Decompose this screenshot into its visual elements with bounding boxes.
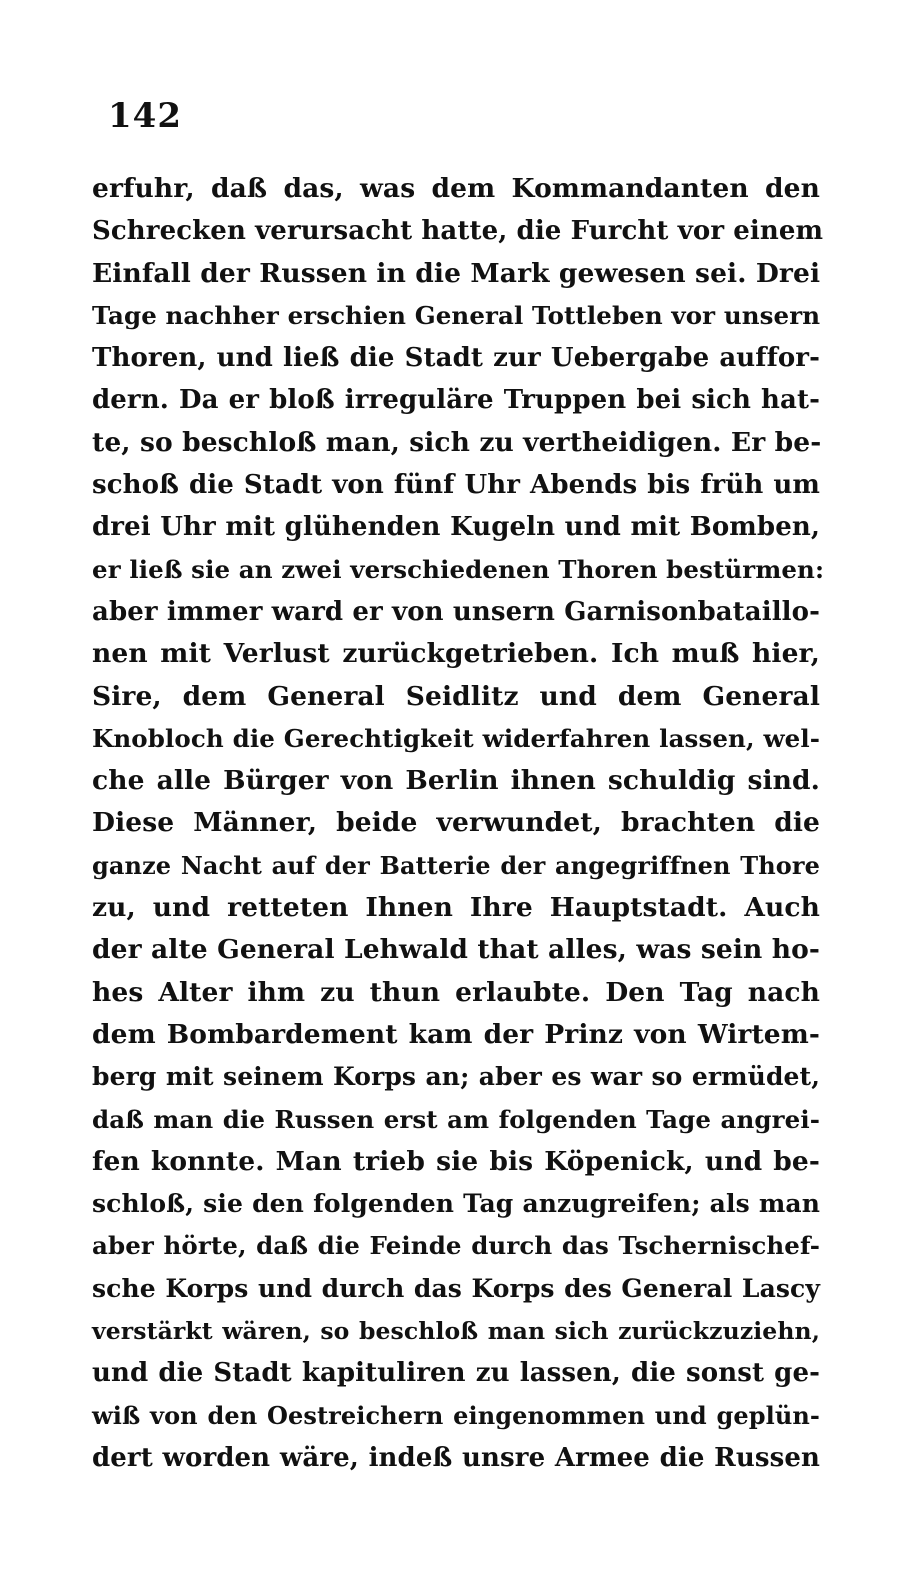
text-line: dern. Da er bloß irreguläre Truppen bei sich hat- (92, 385, 820, 416)
text-line: Tage nachher erschien General Tottleben vor unsern (92, 300, 821, 330)
text-line: dem Bombardement kam der Prinz von Wirtem- (92, 1018, 820, 1050)
text-line: berg mit seinem Korps an; aber es war so ermüdet, (92, 1062, 820, 1092)
text-line: der alte General Lehwald that alles, was sein ho- (92, 934, 820, 966)
page-number: 142 (108, 96, 182, 136)
text-line: drei Uhr mit glühenden Kugeln und mit Bomben, (92, 512, 820, 543)
text-line: nen mit Verlust zurückgetrieben. Ich muß hier, (92, 638, 820, 670)
text-line: Knobloch die Gerechtigkeit widerfahren lassen, wel- (92, 723, 820, 753)
text-line: wiß von den Oestreichern eingenommen und geplün- (92, 1400, 820, 1430)
text-line: Einfall der Russen in die Mark gewesen sei. Drei (92, 257, 821, 289)
text-line: sche Korps und durch das Korps des General Lascy (92, 1273, 820, 1303)
text-line: und die Stadt kapituliren zu lassen, die sonst ge- (92, 1358, 820, 1389)
text-line: ganze Nacht auf der Batterie der angegriffnen Thore (92, 850, 820, 880)
text-line: fen konnte. Man trieb sie bis Köpenick, und be- (92, 1145, 820, 1177)
text-line: Thoren, und ließ die Stadt zur Uebergabe auffor- (92, 343, 820, 374)
text-line: daß man die Russen erst am folgenden Tage angrei- (92, 1104, 820, 1134)
text-line: dert worden wäre, indeß unsre Armee die Russen (92, 1442, 820, 1473)
text-line: hes Alter ihm zu thun erlaubte. Den Tag nach (92, 976, 820, 1008)
text-line: te, so beschloß man, sich zu vertheidigen. Er be- (92, 426, 822, 458)
text-line: erfuhr, daß das, was dem Kommandanten den (92, 173, 820, 204)
body-text (92, 168, 825, 1479)
text-line: Diese Männer, beide verwundet, brachten die (92, 807, 820, 839)
text-line: aber hörte, daß die Feinde durch das Tschernischef- (92, 1231, 820, 1261)
text-line: er ließ sie an zwei verschiedenen Thoren bestürmen: (92, 554, 825, 584)
text-line: schloß, sie den folgenden Tag anzugreifen; als man (92, 1189, 820, 1219)
text-line: che alle Bürger von Berlin ihnen schuldig sind. (92, 765, 820, 797)
text-line: schoß die Stadt von fünf Uhr Abends bis früh um (92, 470, 820, 501)
text-line: aber immer ward er von unsern Garnisonbataillo- (92, 596, 820, 627)
text-line: zu, und retteten Ihnen Ihre Hauptstadt. Auch (92, 892, 820, 924)
text-line: Sire, dem General Seidlitz und dem General (92, 680, 820, 712)
text-line: verstärkt wären, so beschloß man sich zurückzuziehn, (92, 1317, 820, 1346)
text-line: Schrecken verursacht hatte, die Furcht vor einem (92, 216, 824, 247)
